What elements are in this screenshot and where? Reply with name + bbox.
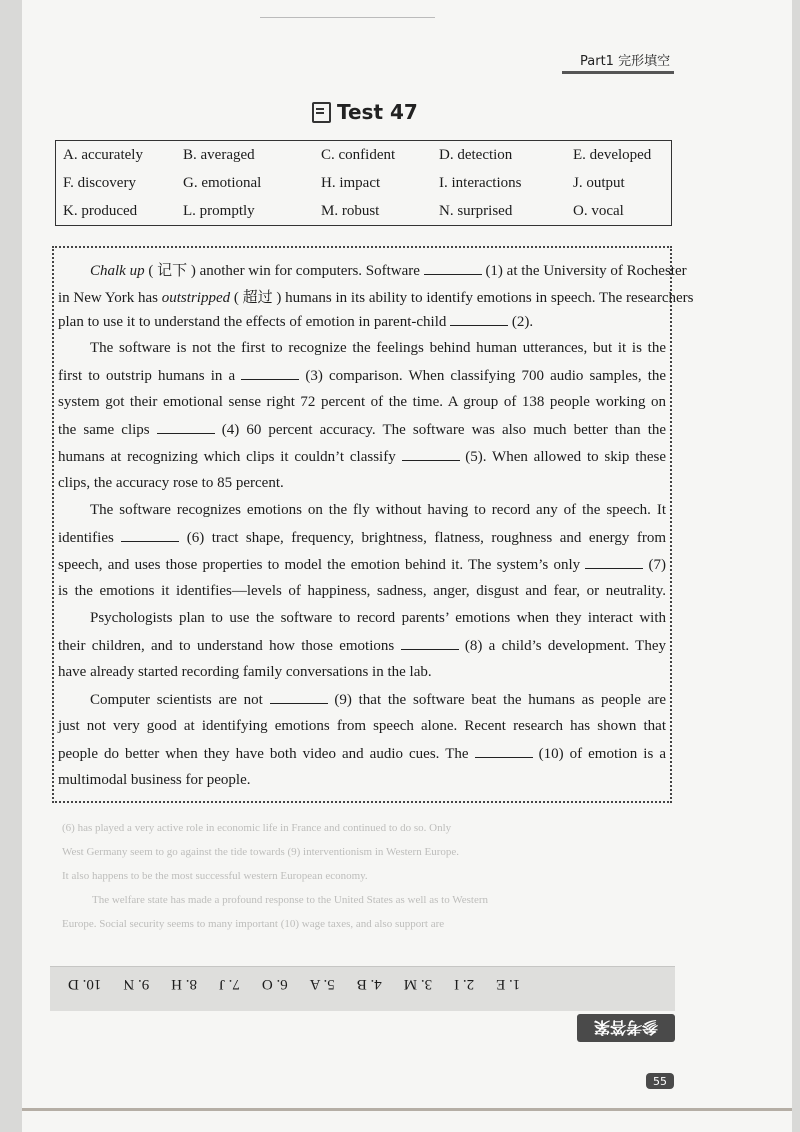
answer-key-bar [50,966,675,1011]
phrase-chalk-up: Chalk up [90,263,145,279]
option-l: L. promptly [183,203,255,219]
blank-1[interactable] [424,262,482,275]
option-m: M. robust [321,203,380,219]
blank-8[interactable] [401,637,459,650]
passage-line: multimodal business for people. [58,772,251,788]
answer-4: 4. B [356,976,382,992]
textbook-icon [312,102,331,123]
option-e: E. developed [573,147,652,163]
page-sheet [22,0,792,1132]
bleed-through-text: The welfare state has made a profound response to the United States as well as to Western [92,894,489,906]
passage-line: have already started recording family conversations in the lab. [58,664,432,680]
bleed-through-text: (6) has played a very active role in economic life in France and continued to do so. Only [62,822,452,834]
blank-10[interactable] [475,745,533,758]
passage-line: identifies (6) tract shape, frequency, brightness, flatness, roughness and energy from [58,530,667,546]
passage-line: is the emotions it identifies—levels of happiness, sadness, anger, disgust and fear, or neutrality. [58,583,666,599]
option-g: G. emotional [183,175,262,191]
blank-9[interactable] [270,691,328,704]
passage-line: humans at recognizing which clips it couldn’t classify (5). When allowed to skip these [58,449,667,465]
blank-6[interactable] [121,529,179,542]
answer-5: 5. A [309,976,335,992]
option-h: H. impact [321,175,381,191]
option-i: I. interactions [439,175,522,191]
blank-7[interactable] [585,556,643,569]
blank-5[interactable] [402,448,460,461]
test-title-text: Test 47 [337,100,418,124]
option-k: K. produced [63,203,138,219]
passage-line: just not very good at identifying emotions from speech alone. Recent research has shown that [58,718,666,734]
option-a: A. accurately [63,147,143,163]
passage-line: Psychologists plan to use the software to record parents’ emotions when they interact with [90,610,666,626]
option-j: J. output [573,175,625,191]
answer-1: 1. E [496,976,521,992]
option-d: D. detection [439,147,513,163]
section-header: Part1 完形填空 [580,54,671,69]
option-f: F. discovery [63,175,136,191]
passage-line: Computer scientists are not (9) that the software beat the humans as people are [90,692,667,708]
passage-line: the same clips (4) 60 percent accuracy. The software was also much better than the [58,422,667,438]
passage-line: their children, and to understand how those emotions (8) a child’s development. They [58,638,666,654]
answer-6: 6. O [261,976,288,992]
passage-line: plan to use it to understand the effects of emotion in parent-child (2). [58,314,534,330]
passage-line: speech, and uses those properties to model the emotion behind it. The system’s only (7) [58,557,667,573]
answer-2: 2. I [454,976,475,992]
passage-line: in New York has outstripped ( 超过 ) humans in its ability to identify emotions in speech. The researchers [58,290,694,306]
option-n: N. surprised [439,203,513,219]
option-c: C. confident [321,147,396,163]
header-underline [562,71,674,74]
top-rule [260,17,435,18]
word-bank [55,140,672,226]
answer-key-row [50,975,675,992]
blank-2[interactable] [450,313,508,326]
word-outstripped: outstripped [161,290,231,306]
test-title [312,100,418,124]
page-bottom-edge [22,1108,792,1111]
passage-line: clips, the accuracy rose to 85 percent. [58,475,284,491]
answer-9: 9. N [123,976,150,992]
passage-line: Chalk up ( 记下 ) another win for computers. Software (1) at the University of Rochester [90,263,687,279]
bleed-through-text: West Germany seem to go against the tide towards (9) interventionism in Western Europe. [62,846,459,858]
passage-line: The software recognizes emotions on the fly without having to record any of the speech. It [90,502,666,518]
passage-line: The software is not the first to recognize the feelings behind human utterances, but it is the [90,340,666,356]
answer-key-label: 参考答案 [577,1014,675,1042]
passage-line: system got their emotional sense right 72 percent of the time. A group of 138 people working on [58,394,666,410]
bleed-through-text: Europe. Social security seems to many important (10) wage taxes, and also support are [62,918,445,930]
option-o: O. vocal [573,203,624,219]
blank-4[interactable] [157,421,215,434]
passage-line: first to outstrip humans in a (3) comparison. When classifying 700 audio samples, the [58,368,667,384]
option-b: B. averaged [183,147,255,163]
answer-3: 3. M [403,976,433,992]
answer-7: 7. J [219,976,240,992]
answer-10: 10. D [68,976,102,992]
passage-line: people do better when they have both video and audio cues. The (10) of emotion is a [58,746,667,762]
page-number: 55 [646,1073,674,1089]
bleed-through-text: It also happens to be the most successful western European economy. [62,870,368,882]
blank-3[interactable] [241,367,299,380]
answer-8: 8. H [171,976,198,992]
